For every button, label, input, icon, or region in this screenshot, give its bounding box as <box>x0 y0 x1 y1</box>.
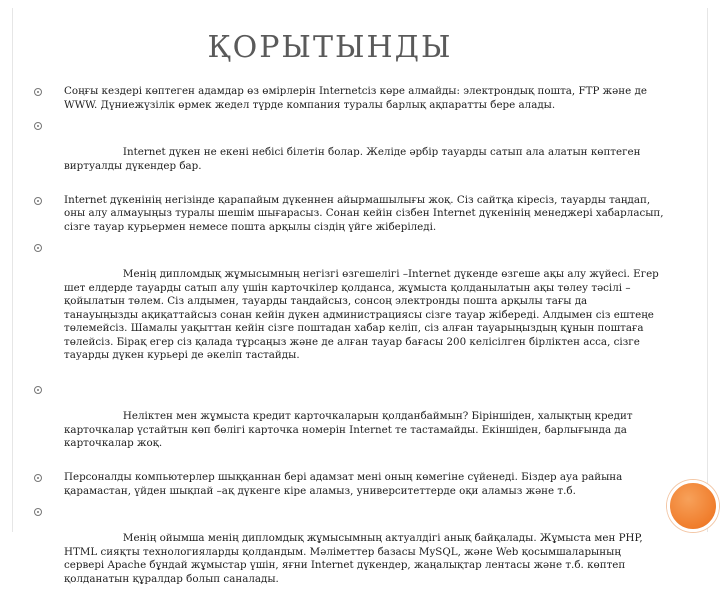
list-item <box>34 505 664 600</box>
bullet-icon <box>34 508 42 516</box>
paragraph-text: Менің дипломдық жұмысымның негізгі өзгешелігі –Internet дүкенде өзгеше ақы алу жүйесі. Егер шет елдерде тауарды сатып алу үшін карточкілер қолданса, жұмыста қолданылатын ақы төлеу тәсілі – қойылатын төлем. Сіз алдымен, тауарды таңдайсыз, сонсоң электронды пошта арқылы тағы да танауыңызды ақиқаттайсыз сонан кейін дүкен администрациясы сізге тауар жібереді. Алдымен сіз ештеңе төлемейсіз. Шамалы уақыттан кейін сізге поштадан хабар келіп, сіз алған тауарыңыздың құнын поштаға төлейсіз. Бірақ егер сіз қалада тұрсаңыз және де алған тауар бағасы 200 келісілген бірліктен асса, сізге тауарды дүкен курьері де әкеліп тастайды. <box>64 268 663 361</box>
decorative-circle-icon <box>667 480 719 532</box>
bullet-icon <box>34 244 42 252</box>
list-item <box>34 85 664 112</box>
bullet-icon <box>34 197 42 205</box>
bullet-list <box>34 85 664 607</box>
paragraph-text: Internet дүкен не екені небісі білетін болар. Желіде әрбір тауарды сатып ала алатын көптеген виртуалды дүкендер бар. <box>64 146 644 172</box>
paragraph-text: Неліктен мен жұмыста кредит карточкаларын қолданбаймын? Біріншіден, халықтың кредит карточкалар үстайтын көп бөлігі карточка номерін Internet те тастамайды. Екіншіден, барлығында да карточкалар жоқ. <box>64 410 636 449</box>
paragraph-text: Менің ойымша менің дипломдық жұмысымның актуалдігі анық байқалады. Жұмыста мен PHP, HTML сияқты технологияларды қолдандым. Мәліметтер базасы MySQL, және Web қосымшаларының сервері Apache бұндай жұмыстар үшін, яғни Internet дүкендер, жаңалықтар лентасы және т.б. көптеп қолданатын құралдар болып саналады. <box>64 532 646 585</box>
paragraph-text: Персоналды компьютерлер шыққаннан бері адамзат мені оның көмегіне сүйенеді. Біздер ауа райына қарамастан, үйден шықпай –ақ дүкенге кіре аламыз, университеттерде оқи аламыз және т.б. <box>64 471 623 497</box>
page-title: ҚОРЫТЫНДЫ <box>207 30 453 65</box>
list-item <box>34 383 664 464</box>
list-item <box>34 471 664 498</box>
bullet-icon <box>34 88 42 96</box>
list-item <box>34 194 664 235</box>
list-item <box>34 119 664 187</box>
paragraph-text: Internet дүкенінің негізінде қарапайым дүкеннен айырмашылығы жоқ. Сіз сайтқа кіресіз, тауарды таңдап, оны алу алмауыңыз туралы шешім шығарасыз. Сонан кейін сізбен Internet дүкенінің менеджері хабарласып, сізге тауар курьермен немесе пошта арқылы сіздің үйге жіберіледі. <box>64 193 664 233</box>
bullet-icon <box>34 474 42 482</box>
paragraph-text: Соңғы кездері көптеген адамдар өз өмірлерін Internetсіз көре алмайды: электрондық пошта, FTP және де WWW. Дүниежүзілік өрмек жедел түрде компания туралы барлық ақпаратты бере алады. <box>64 85 647 111</box>
list-item <box>34 241 664 376</box>
bullet-icon <box>34 122 42 130</box>
bullet-icon <box>34 386 42 394</box>
